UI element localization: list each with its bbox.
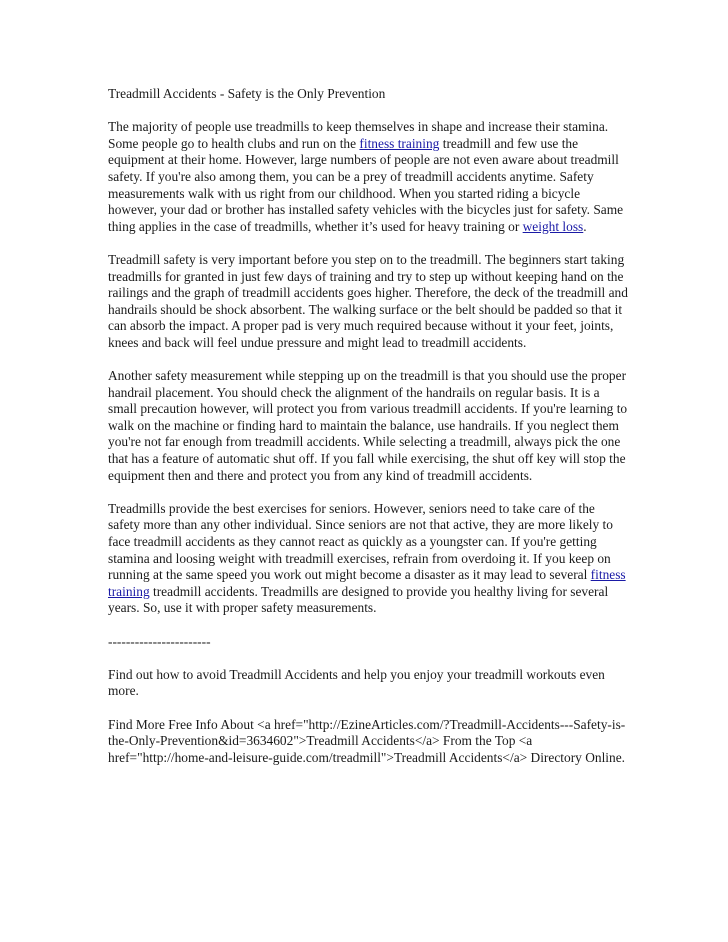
paragraph-1 [108,119,628,235]
paragraph-4-text-b: treadmill accidents. Treadmills are designed to provide you healthy living for several years. So, use it with proper safety measurements. [108,583,609,616]
paragraph-6: Find More Free Info About <a href="http://EzineArticles.com/?Treadmill-Accidents---Safety-is-the-Only-Prevention&id=3634602">Treadmill Accidents</a> From the Top <a href="http://home-and-leisure-guide.com/treadmill">Treadmill Accidents</a> Directory Online. [108,716,626,765]
paragraph-2: Treadmill safety is very important before you step on to the treadmill. The beginners start taking treadmills for granted in just few days of training and try to step up without keeping hand on the railings and the graph of treadmill accidents goes higher. Therefore, the deck of the treadmill and handrails should be shock absorbent. The walking surface or the belt should be padded so that it can absorb the impact. A proper pad is very much required because without it your feet, joints, knees and back will feel undue pressure and might lead to treadmill accidents. [108,251,628,350]
paragraph-1-text-c: . [583,218,587,234]
weight-loss-link[interactable]: weight loss [522,218,584,234]
fitness-training-link[interactable]: fitness training [359,135,440,151]
article-title: Treadmill Accidents - Safety is the Only Prevention [108,86,386,101]
paragraph-1-text-b: treadmill and few use the equipment at their home. However, large numbers of people are not even aware about treadmill safety. If you're also among them, you can be a prey of treadmill accidents anytime. Safety measurements walk with us right from our childhood. When you started riding a bicycle however, your dad or brother has installed safety vehicles with the bicycles just for safety. Same thing applies in the case of treadmills, whether it’s used for heavy training or [108,135,624,234]
paragraph-1-text-a: The majority of people use treadmills to keep themselves in shape and increase their stamina. Some people go to health clubs and run on the [108,119,609,151]
document-page [108,86,628,783]
separator-line: ----------------------- [108,633,211,649]
paragraph-4 [108,501,628,617]
paragraph-5: Find out how to avoid Treadmill Accidents and help you enjoy your treadmill workouts even more. [108,666,605,699]
paragraph-3: Another safety measurement while stepping up on the treadmill is that you should use the proper handrail placement. You should check the alignment of the handrails on regular basis. It is a small precaution however, will protect you from various treadmill accidents. If you're learning to walk on the machine or finding hard to maintain the balance, use handrails. If you neglect them you're not far enough from treadmill accidents. While selecting a treadmill, always pick the one that has a feature of automatic shut off. If you fall while exercising, the shut off key will stop the equipment then and there and protect you from any kind of treadmill accidents. [108,368,628,483]
paragraph-4-text-a: Treadmills provide the best exercises for seniors. However, seniors need to take care of the safety more than any other individual. Since seniors are not that active, they are more likely to face treadmill accidents as they cannot react as quickly as a youngster can. If you're getting stamina and loosing weight with treadmill exercises, refrain from overdoing it. If you keep on running at the same speed you work out might become a disaster as it may lead to several [108,500,613,583]
fitness-training-link-2[interactable]: fitness training [108,567,626,599]
